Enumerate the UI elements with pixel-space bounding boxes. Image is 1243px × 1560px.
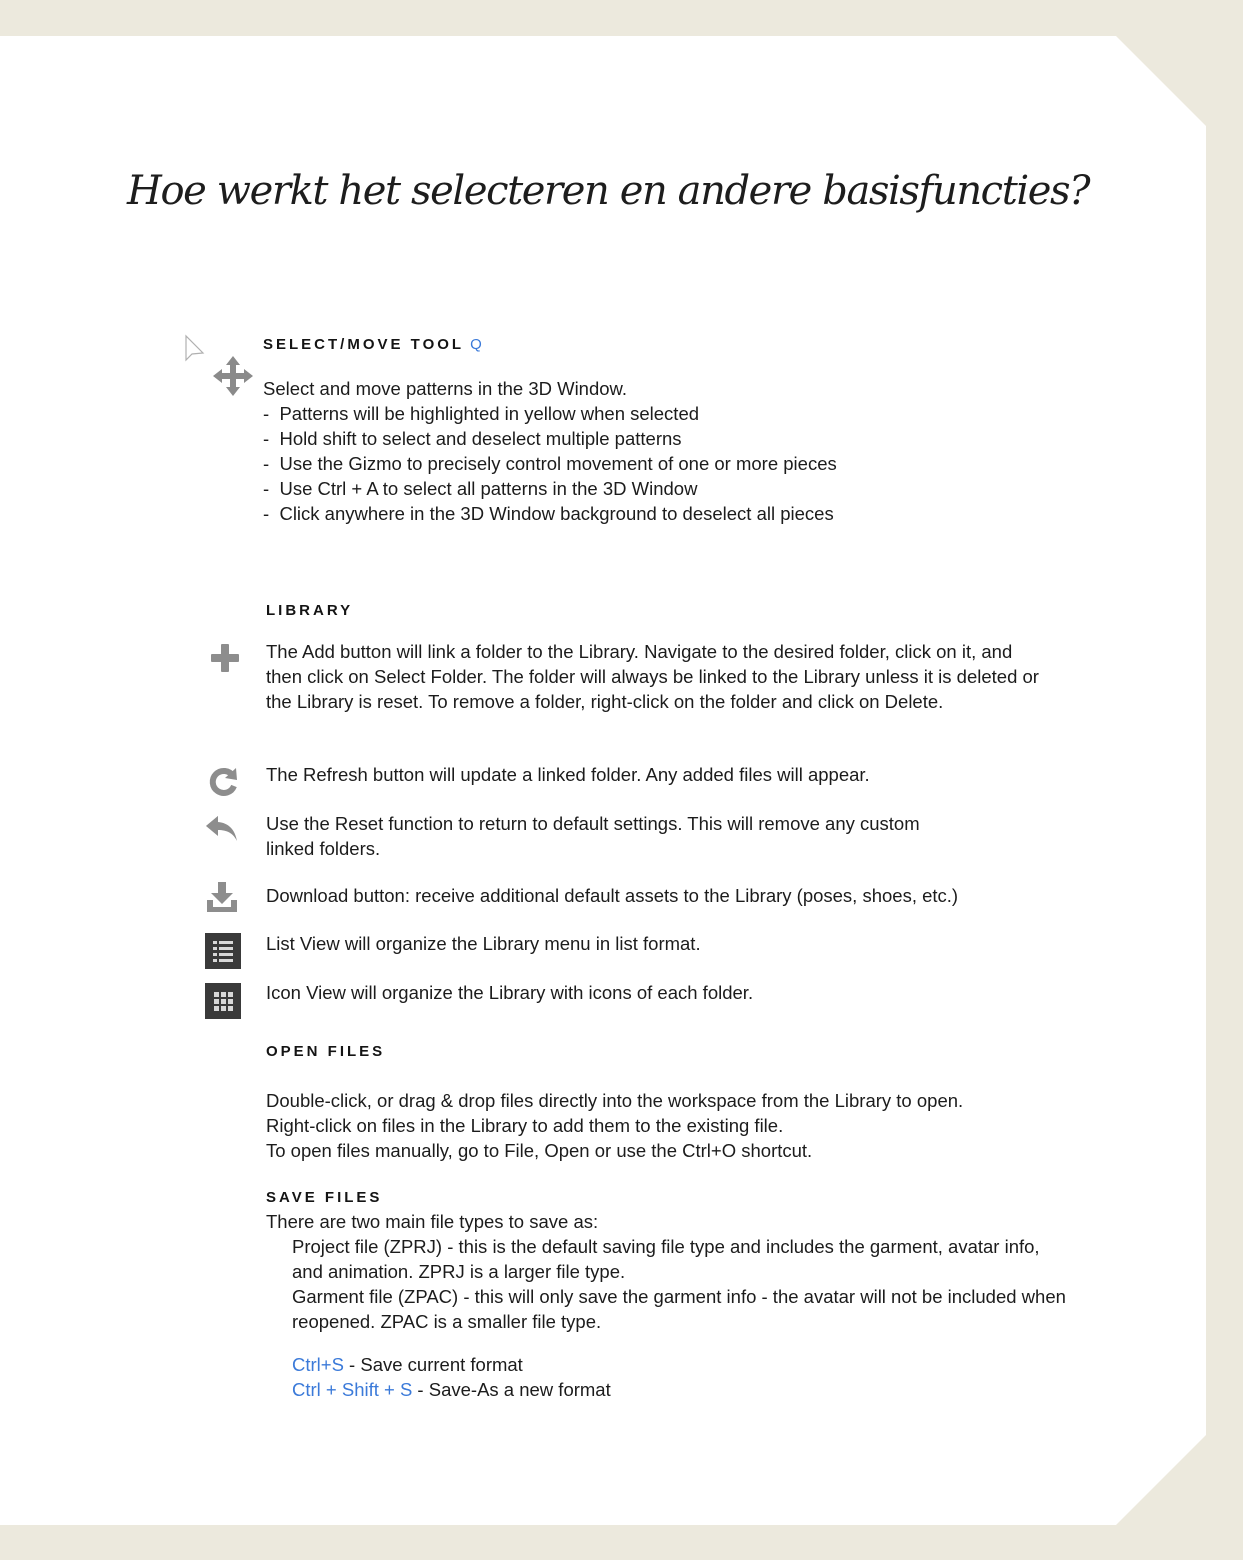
list-item: - Patterns will be highlighted in yellow when selected [263,401,1023,426]
add-plus-icon [208,641,242,675]
save-as-shortcut-desc: - Save-As a new format [412,1379,611,1400]
library-heading: LIBRARY [266,602,354,619]
list-view-icon [205,933,241,969]
save-files-project-text: Project file (ZPRJ) - this is the default saving file type and includes the garment, avatar info, and animation. ZPRJ is a larger file type. [292,1236,1040,1282]
open-files-line: Double-click, or drag & drop files directly into the workspace from the Library to open. [266,1090,964,1111]
pointer-cursor-icon [184,334,206,364]
list-item: - Use the Gizmo to precisely control movement of one or more pieces [263,451,1023,476]
list-item: - Use Ctrl + A to select all patterns in the 3D Window [263,476,1023,501]
list-item: - Hold shift to select and deselect multiple patterns [263,426,1023,451]
list-item: - Click anywhere in the 3D Window background to deselect all pieces [263,501,1023,526]
icon-view-grid-icon [205,983,241,1019]
save-shortcut-keys: Ctrl+S [292,1354,344,1375]
select-move-body [263,376,1023,526]
open-files-heading: OPEN FILES [266,1043,386,1060]
open-files-body [266,1088,1066,1163]
page-title: Hoe werkt het selecteren en andere basisfuncties? [127,168,1090,214]
select-move-heading-label: SELECT/MOVE TOOL [263,336,465,353]
library-add-text: The Add button will link a folder to the Library. Navigate to the desired folder, click on it, and then click on Select Folder. The folder will always be linked to the Library unless it is deleted or the Library is reset. To remove a folder, right-click on the folder and click on Delete. [266,641,1039,712]
download-icon [205,880,239,914]
open-files-line: To open files manually, go to File, Open or use the Ctrl+O shortcut. [266,1140,813,1161]
save-files-heading: SAVE FILES [266,1189,383,1206]
select-move-intro: Select and move patterns in the 3D Window. [263,378,628,399]
library-icon-view-text: Icon View will organize the Library with icons of each folder. [266,982,754,1003]
library-list-view-text: List View will organize the Library menu in list format. [266,933,701,954]
save-as-shortcut-line [292,1377,892,1402]
save-files-body [266,1209,1066,1334]
save-shortcuts [292,1352,892,1402]
move-arrows-icon [212,355,254,397]
open-files-line: Right-click on files in the Library to add them to the existing file. [266,1115,784,1136]
save-as-shortcut-keys: Ctrl + Shift + S [292,1379,413,1400]
select-move-bullet-list [263,401,1023,526]
library-refresh-text: The Refresh button will update a linked folder. Any added files will appear. [266,764,870,785]
save-files-intro: There are two main file types to save as: [266,1211,599,1232]
library-reset-text: Use the Reset function to return to default settings. This will remove any custom linked folders. [266,813,920,859]
save-files-garment-text: Garment file (ZPAC) - this will only save the garment info - the avatar will not be included when reopened. ZPAC is a smaller file type. [292,1286,1066,1332]
select-move-heading [263,336,482,353]
save-shortcut-line [292,1352,892,1377]
reset-undo-icon [204,814,240,844]
library-download-text: Download button: receive additional default assets to the Library (poses, shoes, etc.) [266,885,959,906]
refresh-icon [206,764,240,798]
save-shortcut-desc: - Save current format [343,1354,523,1375]
select-move-shortcut: Q [470,336,482,353]
